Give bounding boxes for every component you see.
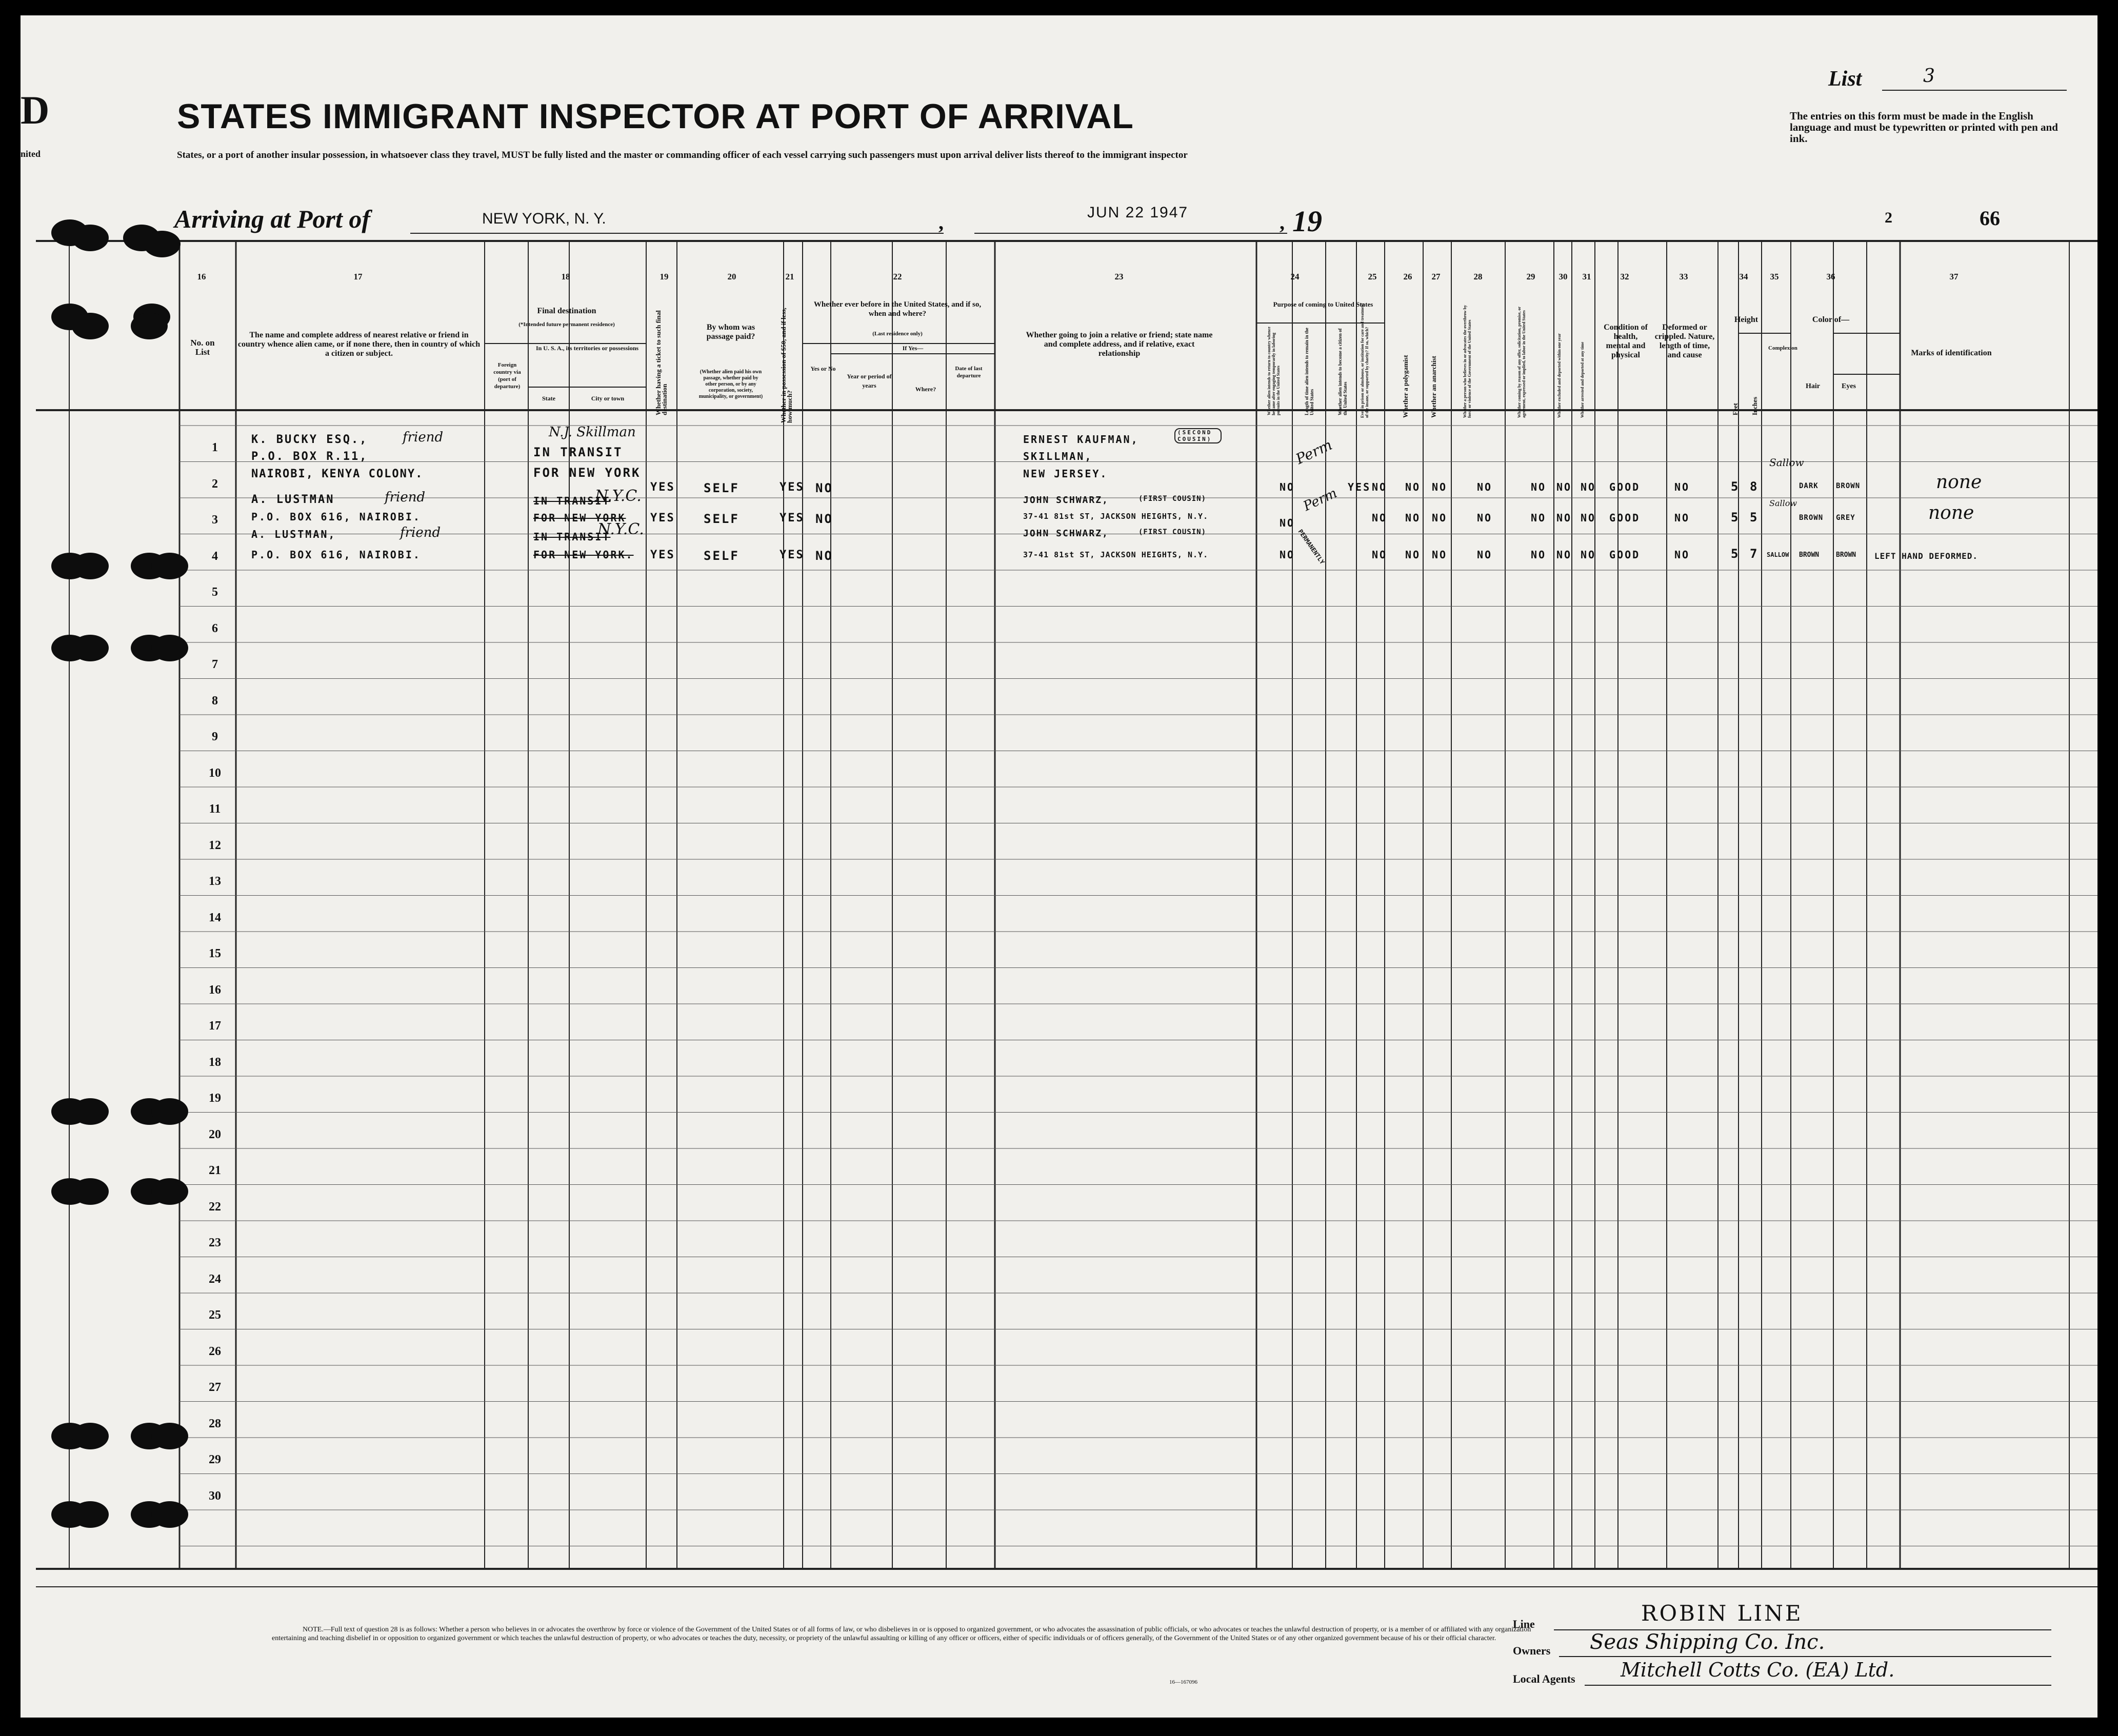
entry-2-hair: BROWN xyxy=(1799,514,1824,522)
row-number: 27 xyxy=(209,1381,221,1394)
header-state: State xyxy=(542,395,555,402)
header-purpose-citizen: Whether alien intends to become a citizen of the United States xyxy=(1337,328,1348,415)
punch-hole xyxy=(151,635,188,661)
header-eyes: Eyes xyxy=(1842,382,1856,390)
entry-3-dest-for: FOR NEW YORK. xyxy=(533,549,634,561)
entry-1-health: GOOD xyxy=(1609,481,1641,493)
entry-3-relative-line2: P.O. BOX 616, NAIROBI. xyxy=(251,549,421,561)
agents-label: Local Agents xyxy=(1513,1672,1575,1685)
header-before-us: Whether ever before in the United States, and if so, when and where? xyxy=(813,300,982,318)
row-number: 21 xyxy=(209,1164,221,1177)
page-mark: 2 xyxy=(1885,209,1892,226)
header-in-usa: In U. S. A., its territories or possessions xyxy=(535,345,639,352)
row-number: 13 xyxy=(209,875,221,888)
header-passage-paid-sub: (Whether alien paid his own passage, whether paid by other person, or by any corporation, society, municipality, or government) xyxy=(698,369,763,399)
header-ticket: Whether having a ticket to such final destination xyxy=(654,310,668,415)
manifest-sheet: D nited STATES IMMIGRANT INSPECTOR AT PORT OF ARRIVAL States, or a port of another insular possession, in whatsoever class they travel, MUST be fully listed and the master or commanding officer of each vessel carrying such passengers must upon arrival deliver lists thereof to the immigrant inspector List 3 The entries on this form must be made in the English language and must be typewritten or printed with pen and ink. Arriving at Port of NEW YORK, N. Y. , JUN 22 1947 , 19 2 66 16 17 18 19 20 21 22 23 24 25 26 27 28 29 30 31 32 33 34 35 36 37 No. on List The name and complete address of nearest relative or friend in country whence alien came, or if none there, then in country of which a citizen or subject. Final destination (*Intended future permanent residence) Foreign country via (port of departure) In U. S. A., its territories or possessions State City or town Whether having a ticket to such final destination By whom was passage paid? (Whether alien paid his own passage, whether paid by other person, or by any corporation, society, municipality, or government) Whether in possession of $50, and if less, how much? Whether ever before in the United States, and if so, when and where? (Last residence only) If Yes— Yes or No Year or period of years Where? Date of last departure Whether going to join a relative or friend; state name and complete address, and if relative, exact relationship Purpose of coming to United States Whether alien intends to return to country whence he came after engaging temporarily in laboring pursuits in the United States Length of time alien intends to remain in the United States Whether alien intends to become a citizen of the United States Ever in prison or almshouse, or institution for care and treatment of the insane, or supported by charity? If so, which? Whether a polygamist Whether an anarchist Whether a person who believes in or advocates the overthrow by force or violence of the Government of the United States Whether coming by reason of any offer, solicitation, promise, or agreement, expressed or implied, to labor in the United States Whether excluded and deported within one year Whether arrested and deported at any time Condition of health, mental and physical Deformed or crippled. Nature, length of time, and cause Height Feet Inches Complexion Color of— Hair Eyes Marks of identification 1 2 3 4 5 6 7 8 9 10 11 12 13 14 15 16 17 18 19 20 21 22 23 24 25 26 27 28 29 30 K. BUCKY ESQ., friend P.O. BOX R.11, NAIROBI, KENYA COLONY. N.J. Skillman IN TRANSIT FOR NEW YORK YES SELF YES NO ERNEST KAUFMAN, (SECOND COUSIN) SKILLMAN, NEW JERSEY. NO Perm YES NO NO NO NO NO NO NO GOOD NO 5 8 Sallow DARK BROWN none A. LUSTMAN friend P.O. BOX 616, NAIROBI. N.Y.C. IN TRANSIT FOR NEW YORK YES SELF YES NO JOHN SCHWARZ, (FIRST COUSIN) 37-41 81st ST, JACKSON HEIGHTS, N.Y. NO Perm NO NO NO NO NO NO NO GOOD NO 5 5 Sallow BROWN GREY none A. LUSTMAN, friend P.O. BOX 616, NAIROBI. N.Y.C. IN TRANSIT FOR NEW YORK. YES SELF YES NO JOHN SCHWARZ, (FIRST COUSIN) 37-41 81st ST, JACKSON HEIGHTS, N.Y. NO PERMANENTLY NO NO NO NO NO NO NO GOOD NO 5 7 SALLOW BROWN BROWN LEFT HAND DEFORMED. NOTE.—Full text of question 28 is as follows: Whether a person who believes in or advocates the overthrow by force or violence of the Government of the United States or of all forms of law, or who disbelieves in or is opposed to organized government, or who advocates the assassination of public officials, or who advocates or teaches the unlawful destruction of property, or is a member of or affiliated with any organization entertaining and teaching disbelief in or opposition to organized government or which teaches the unlawful destruction of property, or who advocates or teaches the duty, necessity, or propriety of the unlawful assaulting or killing of any officer or officers, either of specific individuals or of officers generally, of the Government of the United States or of any other organized government because of his or their official character. 16—167096 Line ROBIN LINE Owners Seas Shipping Co. Inc. Local Agents Mitchell Cotts Co. (EA) Ltd. xyxy=(21,15,2097,1718)
row-number: 23 xyxy=(209,1236,221,1249)
punch-hole xyxy=(72,1178,109,1205)
header-final-destination-sub: (*Intended future permanent residence) xyxy=(518,321,615,328)
row-number: 2 xyxy=(212,477,218,491)
col-number: 35 xyxy=(1770,272,1779,281)
entry-1-paid-by: SELF xyxy=(704,481,740,495)
form-instructions: The entries on this form must be made in the English language and must be typewritten or printed with pen and ink. xyxy=(1790,110,2058,145)
col-number: 21 xyxy=(785,272,794,281)
header-feet: Feet xyxy=(1731,403,1739,415)
punch-hole xyxy=(72,313,109,339)
entry-1-q31: NO xyxy=(1581,481,1596,493)
entry-2-polygamist: NO xyxy=(1405,512,1421,524)
entry-1-ticket: YES xyxy=(650,481,675,494)
row-number: 24 xyxy=(209,1272,221,1286)
header-color: Color of— xyxy=(1812,315,1850,324)
entry-3-dest-transit: IN TRANSIT xyxy=(533,531,611,543)
line-value: ROBIN LINE xyxy=(1641,1601,1803,1626)
entry-1-polygamist: NO xyxy=(1405,481,1421,493)
entry-2-purpose-hw: Perm xyxy=(1301,485,1340,515)
row-number: 29 xyxy=(209,1453,221,1466)
col-number: 34 xyxy=(1739,272,1748,281)
entry-2-health: GOOD xyxy=(1609,512,1641,524)
header-prison: Ever in prison or almshouse, or institution for care and treatment of the insane, or supported by charity? If so, which? xyxy=(1360,303,1369,418)
entry-3-complexion: SALLOW xyxy=(1767,551,1789,558)
col-number: 26 xyxy=(1403,272,1412,281)
header-where: Where? xyxy=(915,386,936,393)
col-number: 16 xyxy=(197,272,206,281)
entry-3-relative: A. LUSTMAN, xyxy=(251,528,336,540)
row-number: 3 xyxy=(212,513,218,527)
row-number: 18 xyxy=(209,1055,221,1069)
header-q31: Whether arrested and deported at any time xyxy=(1580,341,1585,418)
col-number: 32 xyxy=(1620,272,1629,281)
entry-1-q28: NO xyxy=(1477,481,1493,493)
entry-2-anarchist: NO xyxy=(1432,512,1448,524)
col-number: 19 xyxy=(660,272,669,281)
header-if-yes: If Yes— xyxy=(902,345,924,352)
header-anarchist: Whether an anarchist xyxy=(1430,356,1437,418)
entry-1-relative: K. BUCKY ESQ., xyxy=(251,433,368,446)
entry-3-purpose-hw: PERMANENTLY xyxy=(1296,528,1326,566)
col-number: 25 xyxy=(1368,272,1377,281)
punch-hole xyxy=(72,635,109,661)
punch-hole xyxy=(72,1423,109,1449)
entry-1-complexion-hw: Sallow xyxy=(1769,456,1804,469)
punch-hole xyxy=(72,225,109,251)
col-number: 31 xyxy=(1582,272,1591,281)
form-subtitle: States, or a port of another insular possession, in whatsoever class they travel, MUST be fully listed and the master or commanding officer of each vessel carrying such passengers must upon arrival deliver lists thereof to the immigrant inspector xyxy=(177,150,1188,160)
row-number: 4 xyxy=(212,549,218,563)
col-number: 27 xyxy=(1431,272,1441,281)
row-number: 11 xyxy=(209,802,221,816)
entry-1-dest-for: FOR NEW YORK xyxy=(533,466,641,480)
entry-1-marks-hw: none xyxy=(1936,472,1982,493)
entry-2-eyes: GREY xyxy=(1836,514,1855,522)
page-number: 66 xyxy=(1980,207,2000,230)
header-before-us-sub: (Last residence only) xyxy=(872,331,923,337)
header-hair: Hair xyxy=(1806,382,1820,390)
entry-3-q28: NO xyxy=(1477,549,1493,561)
entry-3-join-line2: 37-41 81st ST, JACKSON HEIGHTS, N.Y. xyxy=(1023,550,1209,559)
entry-1-before-us: NO xyxy=(815,481,833,495)
entry-1-feet: 5 xyxy=(1731,479,1740,494)
entry-2-q31: NO xyxy=(1581,512,1596,524)
entry-1-relative-line2: P.O. BOX R.11, xyxy=(251,450,368,463)
entry-1-dest-transit: IN TRANSIT xyxy=(533,445,623,459)
left-edge-letter: D xyxy=(21,88,50,132)
row-number: 30 xyxy=(209,1489,221,1503)
arriving-label: Arriving at Port of xyxy=(174,205,370,233)
row-number: 17 xyxy=(209,1019,221,1033)
row-number: 15 xyxy=(209,947,221,960)
entry-1-join-rel: (SECOND COUSIN) xyxy=(1174,428,1222,443)
entry-3-q31: NO xyxy=(1581,549,1596,561)
entry-3-feet: 5 xyxy=(1731,547,1740,561)
header-purpose-return: Whether alien intends to return to country whence he came after engaging temporarily in laboring pursuits in the United States xyxy=(1267,327,1281,415)
col-number: 20 xyxy=(727,272,736,281)
entry-2-marks-hw: none xyxy=(1928,502,1974,523)
table-grid xyxy=(21,15,2097,1718)
header-date-departure: Date of last departure xyxy=(955,366,983,379)
punch-hole xyxy=(151,1501,188,1528)
list-label: List xyxy=(1828,67,1862,91)
entry-1-q29: NO xyxy=(1531,481,1547,493)
header-complexion: Complexion xyxy=(1768,345,1797,351)
row-number: 14 xyxy=(209,911,221,924)
entry-1-purpose-hw: Perm xyxy=(1293,436,1335,468)
entry-1-q30: NO xyxy=(1556,481,1572,493)
header-marks: Marks of identification xyxy=(1911,349,1992,357)
punch-hole xyxy=(72,553,109,579)
punch-hole xyxy=(72,1098,109,1125)
entry-3-q29: NO xyxy=(1531,549,1547,561)
entry-2-inches: 5 xyxy=(1750,510,1759,524)
entry-1-join-line2: SKILLMAN, xyxy=(1023,450,1093,462)
entry-1-anarchist: NO xyxy=(1432,481,1448,493)
header-relative: The name and complete address of nearest relative or friend in country whence alien came, or if none there, then in country of which a citizen or subject. xyxy=(237,331,481,358)
agents-value: Mitchell Cotts Co. (EA) Ltd. xyxy=(1621,1659,1895,1681)
entry-2-join-line2: 37-41 81st ST, JACKSON HEIGHTS, N.Y. xyxy=(1023,512,1209,521)
entry-2-q29: NO xyxy=(1531,512,1547,524)
entry-1-prison: NO xyxy=(1372,481,1388,493)
col-number: 33 xyxy=(1679,272,1688,281)
left-edge-small: nited xyxy=(21,149,41,159)
row-number: 9 xyxy=(212,730,218,743)
header-years: Year or period of years xyxy=(847,373,892,389)
punch-hole xyxy=(151,1098,188,1125)
entry-2-q28: NO xyxy=(1477,512,1493,524)
entry-2-relative: A. LUSTMAN xyxy=(251,493,335,506)
entry-1-deformed: NO xyxy=(1674,481,1690,493)
entry-2-join: JOHN SCHWARZ, xyxy=(1023,495,1109,506)
entry-1-purpose-return: NO xyxy=(1280,481,1295,493)
entry-3-before-us: NO xyxy=(815,549,833,563)
entry-2-fifty: YES xyxy=(780,512,805,524)
header-yes-no: Yes or No xyxy=(810,365,836,372)
entry-1-citizen: YES xyxy=(1348,481,1371,493)
entry-3-inches: 7 xyxy=(1750,547,1759,561)
punch-hole xyxy=(151,1178,188,1205)
row-number: 5 xyxy=(212,586,218,599)
entry-3-deformed: NO xyxy=(1674,549,1690,561)
entry-3-eyes: BROWN xyxy=(1836,551,1856,559)
entry-2-before-us: NO xyxy=(815,512,833,526)
row-number: 8 xyxy=(212,694,218,708)
punch-hole xyxy=(72,1501,109,1528)
header-q29: Whether coming by reason of any offer, solicitation, promise, or agreement, expressed or implied, to labor in the United States xyxy=(1517,307,1526,418)
entry-1-fifty: YES xyxy=(780,481,805,494)
port-value: NEW YORK, N. Y. xyxy=(482,210,606,227)
entry-3-hair: BROWN xyxy=(1799,551,1820,559)
entry-3-health: GOOD xyxy=(1609,549,1641,561)
entry-1-relative-line3: NAIROBI, KENYA COLONY. xyxy=(251,468,424,480)
punch-hole xyxy=(144,231,181,257)
entry-1-relative-hw: friend xyxy=(403,430,444,445)
header-foreign-country: Foreign country via (port of departure) xyxy=(493,362,521,390)
header-health: Condition of health, mental and physical xyxy=(1604,323,1648,359)
entry-2-deformed: NO xyxy=(1674,512,1690,524)
entry-2-q30: NO xyxy=(1556,512,1572,524)
header-join-relative: Whether going to join a relative or friend; state name and complete address, and if relative, exact relationship xyxy=(1026,331,1213,358)
row-number: 1 xyxy=(212,441,218,454)
row-number: 20 xyxy=(209,1127,221,1141)
col-number: 22 xyxy=(893,272,902,281)
entry-1-hair: DARK xyxy=(1799,482,1819,490)
punch-hole xyxy=(151,553,188,579)
row-number: 6 xyxy=(212,621,218,635)
entry-3-dest-hw: N.Y.C. xyxy=(597,520,644,538)
entry-2-prison: NO xyxy=(1372,512,1388,524)
entry-3-paid-by: SELF xyxy=(704,549,740,563)
entry-3-relative-hw: friend xyxy=(400,525,441,540)
entry-2-relative-line2: P.O. BOX 616, NAIROBI. xyxy=(251,511,421,523)
row-number: 12 xyxy=(209,838,221,852)
entry-1-join-line3: NEW JERSEY. xyxy=(1023,468,1108,480)
col-number: 30 xyxy=(1558,272,1568,281)
header-q30: Whether excluded and deported within one year xyxy=(1557,333,1562,418)
col-number: 29 xyxy=(1526,272,1535,281)
punch-hole xyxy=(131,313,168,339)
col-number: 37 xyxy=(1949,272,1959,281)
row-number: 7 xyxy=(212,658,218,671)
row-number: 10 xyxy=(209,766,221,780)
header-height: Height xyxy=(1734,315,1759,324)
entry-2-paid-by: SELF xyxy=(704,512,740,526)
entry-1-inches: 8 xyxy=(1750,479,1759,494)
header-passage-paid: By whom was passage paid? xyxy=(706,323,755,341)
header-fifty: Whether in possession of $50, and if less, how much? xyxy=(780,308,793,423)
entry-3-purpose-return: NO xyxy=(1280,549,1295,561)
row-number: 28 xyxy=(209,1417,221,1430)
entry-3-join-rel: (FIRST COUSIN) xyxy=(1138,528,1207,536)
punch-hole xyxy=(151,1423,188,1449)
date-value: JUN 22 1947 xyxy=(1087,204,1189,221)
col-number: 28 xyxy=(1473,272,1483,281)
entry-2-dest-for: FOR NEW YORK xyxy=(533,512,626,524)
header-deformed: Deformed or crippled. Nature, length of time, and cause xyxy=(1654,323,1715,359)
col-number: 36 xyxy=(1826,272,1835,281)
list-value: 3 xyxy=(1923,66,1935,87)
entry-2-relative-hw: friend xyxy=(385,490,426,505)
col-number: 17 xyxy=(353,272,363,281)
row-number: 16 xyxy=(209,983,221,997)
header-q28: Whether a person who believes in or advocates the overthrow by force or violence of the Government of the United States xyxy=(1463,305,1472,418)
entry-1-join: ERNEST KAUFMAN, xyxy=(1023,433,1139,446)
header-final-destination: Final destination xyxy=(537,307,596,315)
entry-2-purpose-return: NO xyxy=(1280,517,1295,529)
form-title: STATES IMMIGRANT INSPECTOR AT PORT OF ARRIVAL xyxy=(177,97,1134,136)
row-number: 25 xyxy=(209,1308,221,1322)
entry-1-eyes: BROWN xyxy=(1836,482,1861,490)
entry-2-ticket: YES xyxy=(650,512,675,524)
entry-2-dest-hw: N.Y.C. xyxy=(595,487,642,505)
entry-3-fifty: YES xyxy=(780,549,805,561)
entry-3-anarchist: NO xyxy=(1432,549,1448,561)
entry-3-prison: NO xyxy=(1372,549,1388,561)
entry-3-join: JOHN SCHWARZ, xyxy=(1023,528,1109,539)
entry-3-ticket: YES xyxy=(650,549,675,561)
header-purpose-length: Length of time alien intends to remain in the United States xyxy=(1304,328,1314,415)
entry-2-dest-transit: IN TRANSIT xyxy=(533,495,611,507)
owners-value: Seas Shipping Co. Inc. xyxy=(1590,1630,1825,1654)
header-no-on-list: No. on List xyxy=(190,338,215,357)
footer-note: NOTE.—Full text of question 28 is as follows: Whether a person who believes in or advocates the overthrow by force or violence of the Government of the United States or of all forms of law, or who disbelieves in or is opposed to organized government, or who advocates the assassination of public officials, or who advocates or teaches the unlawful destruction of property, or is a member of or affiliated with any organization entertaining and teaching disbelief in or opposition to organized government or which teaches the unlawful destruction of property, or who advocates or teaches the duty, necessity, or propriety of the unlawful assaulting or killing of any officer or officers, either of specific individuals or of officers generally, of the Government of the United States or of any other organized government because of his or their official character. xyxy=(272,1626,1531,1642)
entry-2-complexion-hw: Sallow xyxy=(1769,498,1797,508)
entry-1-dest-hw: N.J. Skillman xyxy=(549,425,636,440)
entry-3-polygamist: NO xyxy=(1405,549,1421,561)
line-label: Line xyxy=(1513,1618,1535,1630)
row-number: 19 xyxy=(209,1092,221,1105)
entry-3-marks: LEFT HAND DEFORMED. xyxy=(1874,551,1979,561)
col-number: 18 xyxy=(561,272,570,281)
row-number: 26 xyxy=(209,1344,221,1358)
header-city: City or town xyxy=(591,395,625,402)
header-inches: Inches xyxy=(1751,396,1759,415)
header-purpose: Purpose of coming to United States xyxy=(1273,300,1373,308)
year-prefix: 19 xyxy=(1292,205,1322,238)
footer-form-code: 16—167096 xyxy=(1169,1679,1197,1685)
row-number: 22 xyxy=(209,1200,221,1214)
col-number: 24 xyxy=(1290,272,1300,281)
entry-2-join-rel: (FIRST COUSIN) xyxy=(1138,495,1207,503)
entry-3-q30: NO xyxy=(1556,549,1572,561)
owners-label: Owners xyxy=(1513,1644,1551,1657)
header-polygamist: Whether a polygamist xyxy=(1402,355,1409,418)
entry-2-feet: 5 xyxy=(1731,510,1740,524)
col-number: 23 xyxy=(1114,272,1124,281)
